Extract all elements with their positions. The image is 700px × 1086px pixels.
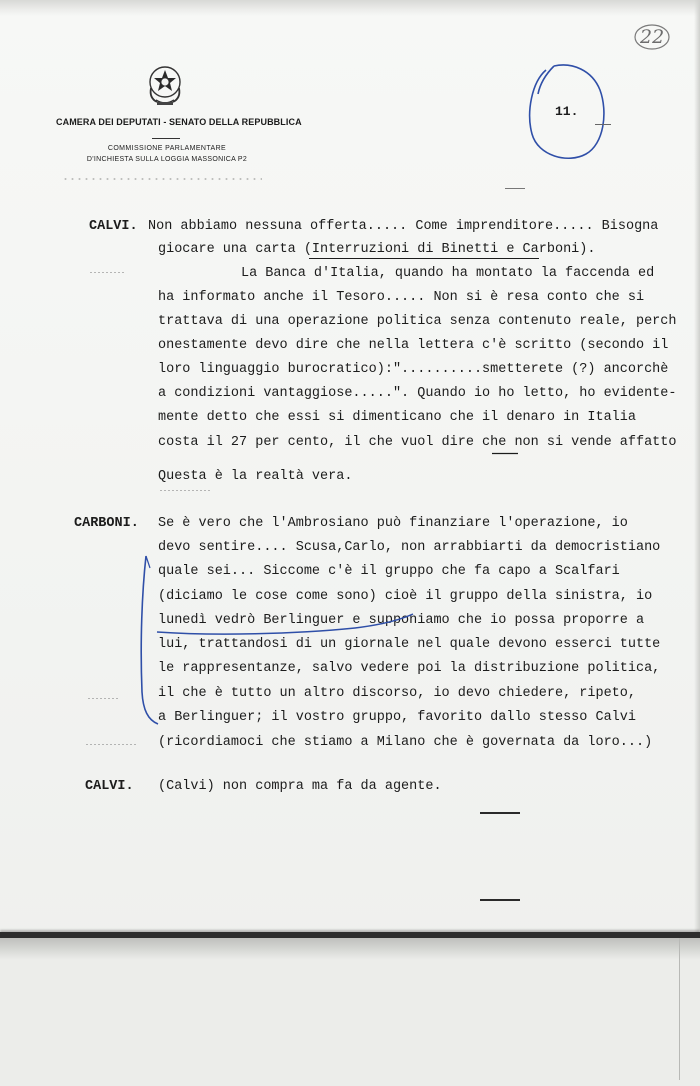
end-rule (480, 899, 520, 901)
transcript-line: giocare una carta (Interruzioni di Binetti e Carboni). (158, 242, 596, 257)
transcript-line: quale sei... Siccome c'è il gruppo che fa capo a Scalfari (158, 564, 620, 579)
underline-interruption (309, 257, 541, 260)
transcript-line: a Berlinguer; il vostro gruppo, favorito dallo stesso Calvi (158, 710, 636, 725)
transcript-line: onestamente devo dire che nella lettera c'è scritto (secondo il (158, 338, 669, 353)
transcript-line: Questa è la realtà vera. (158, 469, 353, 484)
header-institution: CAMERA DEI DEPUTATI - SENATO DELLA REPUBBLICA (56, 117, 302, 127)
ink-bracket-annotation (132, 552, 164, 728)
margin-mark (160, 490, 210, 491)
transcript-line: le rappresentanze, salvo vedere poi la distribuzione politica, (158, 661, 661, 676)
transcript-line: Se è vero che l'Ambrosiano può finanziare l'operazione, io (158, 516, 628, 531)
italian-republic-emblem-icon (145, 62, 185, 108)
header-dotted-line (62, 176, 262, 182)
speaker-label: CALVI. (85, 779, 134, 794)
transcript-line: (ricordiamoci che stiamo a Milano che è governata da loro...) (158, 735, 653, 750)
page-number-rule (595, 124, 611, 125)
header-inquiry: D'INCHIESTA SULLA LOGGIA MASSONICA P2 (86, 156, 248, 163)
transcript-line: La Banca d'Italia, quando ha montato la faccenda ed (241, 266, 655, 281)
transcript-line: lunedì vedrò Berlinguer e supponiamo che io possa proporre a (158, 613, 645, 628)
transcript-line: ha informato anche il Tesoro..... Non si è resa conto che si (158, 290, 645, 305)
page-number: 11. (555, 104, 579, 119)
speaker-label: CARBONI. (74, 516, 139, 531)
transcript-line: (diciamo le cose come sono) cioè il gruppo della sinistra, io (158, 589, 653, 604)
transcript-line: Non abbiamo nessuna offerta..... Come imprenditore..... Bisogna (148, 219, 659, 234)
next-sheet-fold (679, 938, 690, 1080)
scan-right-edge (694, 0, 700, 1080)
transcript-line: trattava di una operazione politica senza contenuto reale, perch (158, 314, 677, 329)
header-commission: COMMISSIONE PARLAMENTARE (107, 145, 227, 152)
header-rule (152, 138, 180, 139)
transcript-line: il che è tutto un altro discorso, io devo chiedere, ripeto, (158, 686, 636, 701)
underline-mark (492, 452, 520, 455)
transcript-line: a condizioni vantaggiose.....". Quando io ho letto, ho evidente- (158, 386, 677, 401)
speaker-label: CALVI. (89, 219, 138, 234)
scan-top-shadow (0, 0, 700, 16)
margin-mark (90, 272, 124, 273)
transcript-line: loro linguaggio burocratico):"..........smetterete (?) ancorchè (158, 362, 669, 377)
margin-mark (88, 698, 118, 699)
next-sheet-edge (0, 932, 700, 1086)
transcript-line: mente detto che essi si dimenticano che il denaro in Italia (158, 410, 636, 425)
margin-mark (86, 744, 138, 745)
transcript-line: devo sentire.... Scusa,Carlo, non arrabbiarti da democristiano (158, 540, 661, 555)
transcript-line: (Calvi) non compra ma fa da agente. (158, 779, 442, 794)
ink-underline-annotation (155, 606, 415, 638)
page-short-rule (505, 188, 525, 189)
handwritten-page-number: 22 (633, 22, 671, 52)
transcript-line: lui, trattandosi di un giornale nel quale devono esserci tutte (158, 637, 661, 652)
transcript-line: costa il 27 per cento, il che vuol dire che non si vende affatto (158, 435, 677, 450)
end-rule (480, 812, 520, 814)
